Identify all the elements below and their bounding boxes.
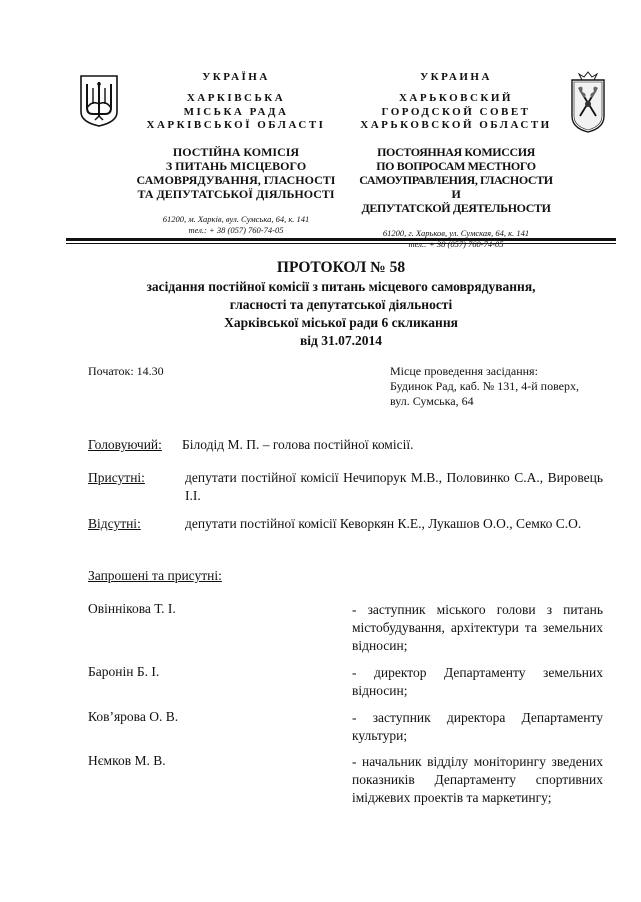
invited-name-4: Нємков М. В. <box>88 753 166 768</box>
chair-text: Білодід М. П. – голова постійної комісії. <box>182 437 414 452</box>
council-line-1-ru: ХАРЬКОВСКИЙ <box>398 92 513 104</box>
header-divider-thin <box>66 243 616 244</box>
chair-label: Головуючий: <box>88 437 162 452</box>
venue-line-3: вул. Сумська, 64 <box>390 394 474 408</box>
invited-role-4: - начальник відділу моніторингу зведених показників Департаменту спортивних іміджевих проектів та маркетингу; <box>352 754 603 805</box>
meeting-start-time: Початок: 14.30 <box>88 364 164 378</box>
title-line-2: засідання постійної комісії з питань місцевого самоврядування, <box>146 279 536 294</box>
venue-line-1: Місце проведення засідання: <box>390 364 538 378</box>
invited-role-2: - директор Департаменту земельних відносин; <box>352 665 603 698</box>
header-russian <box>356 70 556 250</box>
title-line-4: Харківської міської ради 6 скликання <box>224 315 458 330</box>
address-ua <box>120 214 352 236</box>
address-line-ua: 61200, м. Харків, вул. Сумська, 64, к. 141 <box>162 213 310 224</box>
commission-name-ua <box>120 145 352 201</box>
meeting-venue <box>390 364 579 409</box>
council-line-3-ua: ХАРКІВСЬКОЇ ОБЛАСТІ <box>146 119 326 131</box>
commission-line-2-ua: З ПИТАНЬ МІСЦЕВОГО <box>165 158 307 173</box>
commission-line-1-ru: ПОСТОЯННАЯ КОМИССИЯ <box>377 144 535 159</box>
country-name-ua: УКРАЇНА <box>202 71 270 83</box>
absent-text: депутати постійної комісії Кеворкян К.Е., Лукашов О.О., Семко С.О. <box>185 516 582 531</box>
header-ukrainian <box>120 70 352 236</box>
absent-label: Відсутні: <box>88 516 141 531</box>
invited-label: Запрошені та присутні: <box>88 568 222 583</box>
ukraine-trident-emblem <box>78 74 120 128</box>
commission-name-ru <box>356 145 556 215</box>
invited-role-3: - заступник директора Департаменту культури; <box>352 710 603 743</box>
country-name-ru: УКРАИНА <box>420 71 492 83</box>
council-line-1-ua: ХАРКІВСЬКА <box>186 92 286 104</box>
phone-line-ua: тел.: + 38 (057) 760-74-05 <box>188 224 284 235</box>
address-line-ru: 61200, г. Харьков, ул. Сумская, 64, к. 141 <box>382 227 530 238</box>
title-line-3: гласності та депутатської діяльності <box>229 297 453 312</box>
commission-line-4-ru: ДЕПУТАТСКОЙ ДЕЯТЕЛЬНОСТИ <box>361 200 551 215</box>
commission-line-2-ru: ПО ВОПРОСАМ МЕСТНОГО <box>376 158 536 173</box>
council-line-2-ua: МІСЬКА РАДА <box>183 105 289 118</box>
protocol-number: ПРОТОКОЛ № 58 <box>276 259 406 276</box>
commission-line-3-ua: САМОВРЯДУВАННЯ, ГЛАСНОСТІ <box>136 172 336 187</box>
commission-line-1-ua: ПОСТІЙНА КОМІСІЯ <box>172 144 300 159</box>
commission-line-3-ru: САМОУПРАВЛЕНИЯ, ГЛАСНОСТИ И <box>359 172 553 201</box>
invited-role-1: - заступник міського голови з питань містобудування, архітектури та земельних відносин; <box>352 602 603 653</box>
invited-name-3: Ков’ярова О. В. <box>88 709 179 724</box>
header-divider-thick <box>66 238 616 241</box>
council-line-3-ru: ХАРЬКОВСКОЙ ОБЛАСТИ <box>360 119 552 131</box>
commission-line-4-ua: ТА ДЕПУТАТСЬКОЇ ДІЯЛЬНОСТІ <box>137 186 335 201</box>
invited-name-2: Баронін Б. І. <box>88 664 160 679</box>
protocol-date: від 31.07.2014 <box>300 333 382 348</box>
protocol-title <box>66 258 616 350</box>
venue-line-2: Будинок Рад, каб. № 131, 4-й поверх, <box>390 379 580 393</box>
present-text: депутати постійної комісії Нечипорук М.В., Половинко С.А., Вировець І.І. <box>185 470 603 503</box>
council-line-2-ru: ГОРОДСКОЙ СОВЕТ <box>381 105 531 118</box>
kharkiv-city-emblem <box>570 70 606 134</box>
present-label: Присутні: <box>88 470 145 485</box>
invited-name-1: Овіннікова Т. І. <box>88 601 176 616</box>
